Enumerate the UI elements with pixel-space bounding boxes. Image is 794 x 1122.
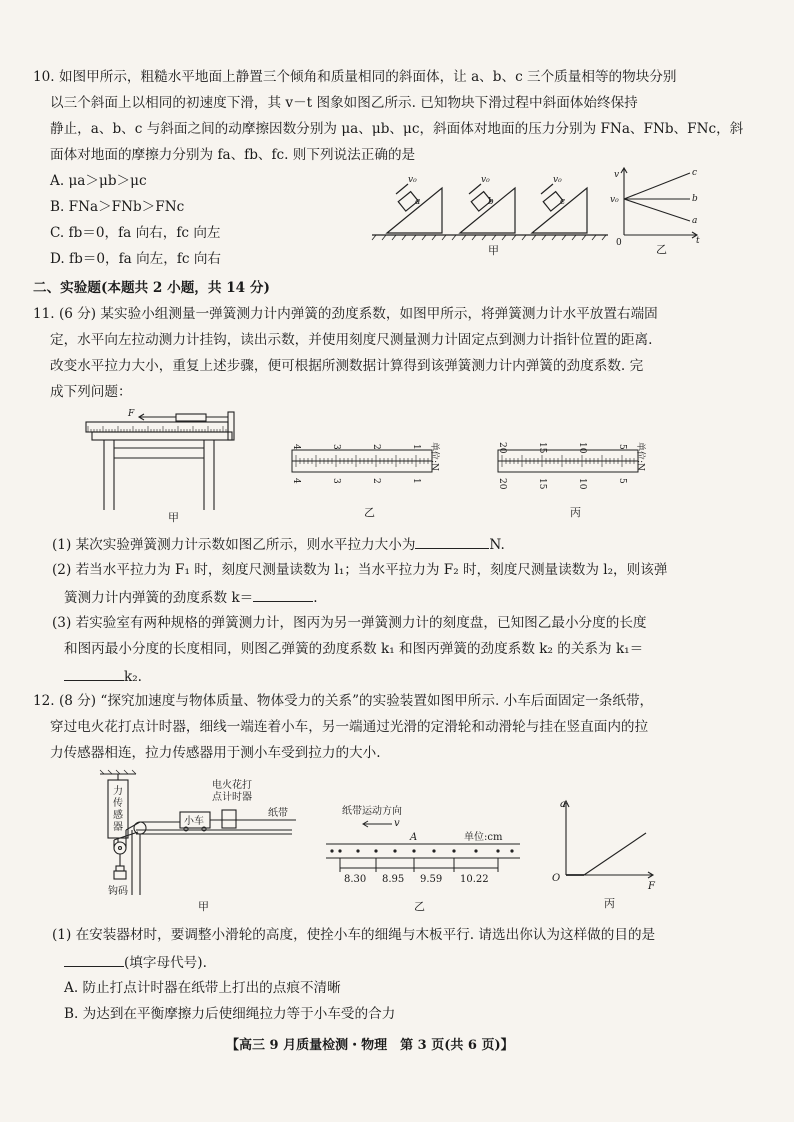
yi-bottom-tick-label: 3	[331, 478, 341, 484]
q10-line-2: 以三个斜面上以相同的初速度下滑，其 v－t 图象如图乙所示. 已知物块下滑过程中斜面体始终保持	[50, 95, 638, 111]
q12-figure-af-graph	[548, 795, 668, 915]
q11-part-2-line-1: (2) 若当水平拉力为 F₁ 时，刻度尺测量读数为 l₁；当水平拉力为 F₂ 时，刻度尺测量读数为 l₂，则该弹	[52, 562, 668, 578]
scale-yi-top-labels	[291, 444, 421, 450]
q10-option-b: B. FNa＞FNb＞FNc	[50, 199, 185, 215]
q11-figure-scale-yi	[292, 438, 442, 518]
q12-fig-bing-caption: 丙	[604, 897, 615, 910]
v0-label-b: v₀	[481, 175, 490, 185]
q11-part-2-line-2	[64, 587, 318, 607]
block-c-label: c	[560, 197, 566, 207]
yi-top-tick-label: 1	[411, 444, 421, 450]
bing-unit-label: 单位:N	[635, 442, 645, 471]
yi-top-tick-label: 3	[331, 444, 341, 450]
q11-line-3: 改变水平拉力大小，重复上述步骤，便可根据所测数据计算得到该弹簧测力计内弹簧的劲度系数. 完	[50, 358, 644, 374]
q10-fig-jia-caption: 甲	[488, 244, 499, 257]
a-axis-label: a	[560, 799, 566, 810]
tape-dot	[356, 849, 359, 852]
bing-top-tick-label: 15	[537, 442, 547, 454]
scale-bing-bottom-labels	[497, 478, 627, 490]
q10-line-4: 面体对地面的摩擦力分别为 fa、fb、fc. 则下列说法正确的是	[50, 147, 416, 163]
section-2-heading: 二、实验题(本题共 2 小题，共 14 分)	[33, 280, 270, 296]
yi-top-tick-label: 4	[291, 444, 301, 450]
block-a-label: a	[415, 197, 421, 207]
bing-bottom-tick-label: 5	[617, 478, 627, 484]
q10-fig-yi-caption: 乙	[656, 243, 667, 256]
q12-part-1-line-2	[64, 952, 207, 972]
q10-figure-vt-graph	[612, 165, 702, 255]
tape-dot	[452, 849, 455, 852]
timer-label-1: 电火花打	[212, 780, 252, 791]
q11-line-4: 成下列问题：	[50, 384, 132, 400]
q11-line-2: 定，水平向左拉动测力计挂钩，读出示数，并使用刻度尺测量测力计固定点到测力计指针位置的距离.	[50, 332, 653, 348]
q11-part-2-text: 簧测力计内弹簧的劲度系数 k＝	[64, 590, 254, 606]
segment-label: 9.59	[420, 874, 443, 885]
q11-part-3-line-2: 和图丙最小分度的长度相同，则图乙弹簧的劲度系数 k₁ 和图丙弹簧的劲度系数 k₂ 的关系为 k₁＝	[64, 641, 644, 657]
yi-top-tick-label: 2	[371, 444, 381, 450]
line-a	[624, 199, 690, 221]
q12-line-2: 穿过电火花打点计时器，细线一端连着小车，另一端通过光滑的定滑轮和动滑轮与挂在竖直面内的拉	[50, 719, 649, 735]
line-c	[624, 173, 690, 199]
tape-dot	[393, 849, 396, 852]
timer-label-2: 点计时器	[212, 792, 252, 803]
tape-dot	[412, 849, 415, 852]
block-b-label: b	[488, 197, 494, 207]
q11-part-3-end: k₂.	[124, 669, 143, 685]
q10-figure-incline	[372, 170, 612, 260]
segment-label: 10.22	[460, 874, 489, 885]
force-label: F	[128, 409, 135, 419]
segment-label: 8.95	[382, 874, 405, 885]
answer-blank[interactable]	[415, 534, 489, 549]
scale-bing-top-labels	[497, 442, 627, 454]
tape-label: 纸带	[268, 808, 288, 819]
sensor-char: 器	[113, 822, 123, 833]
answer-blank[interactable]	[64, 666, 124, 681]
yi-unit-label: 单位:N	[429, 442, 439, 471]
q12-line-3: 力传感器相连，拉力传感器用于测小车受到拉力的大小.	[50, 745, 381, 761]
q10-option-d: D. fb＝0，fa 向左，fc 向右	[50, 251, 222, 267]
scale-yi-bottom-labels	[291, 478, 421, 484]
q11-part-1-text: (1) 某次实验弹簧测力计示数如图乙所示，则水平拉力大小为	[52, 537, 416, 553]
tape-dot	[432, 849, 435, 852]
q10-option-c: C. fb＝0，fa 向右，fc 向左	[50, 225, 221, 241]
q12-part-1-hint: (填字母代号).	[124, 955, 207, 971]
q12-figure-apparatus	[96, 770, 306, 915]
bing-top-tick-label: 10	[577, 442, 587, 454]
segment-label: 8.30	[344, 874, 367, 885]
q12-figure-tape	[322, 802, 522, 912]
bing-bottom-tick-label: 15	[537, 478, 547, 490]
tape-dot	[496, 849, 499, 852]
tape-unit-label: 单位:cm	[464, 832, 503, 843]
q11-fig-yi-caption: 乙	[364, 506, 375, 519]
v0-label-a: v₀	[408, 175, 417, 185]
tape-velocity-label: v	[394, 818, 400, 829]
v0-label-c: v₀	[553, 175, 562, 185]
line-b-label: b	[692, 194, 698, 204]
bing-bottom-tick-label: 10	[577, 478, 587, 490]
car-label: 小车	[184, 816, 204, 827]
point-a-label: A	[410, 832, 418, 843]
q11-part-1-unit: N.	[489, 537, 505, 553]
bing-top-tick-label: 20	[497, 442, 507, 454]
q10-option-a: A. μa＞μb＞μc	[50, 173, 147, 189]
yi-bottom-tick-label: 4	[291, 478, 301, 484]
origin-label: O	[552, 873, 561, 884]
yi-bottom-tick-label: 2	[371, 478, 381, 484]
q12-option-a: A. 防止打点计时器在纸带上打出的点痕不清晰	[64, 980, 341, 996]
tape-dot	[510, 849, 513, 852]
sensor-char: 传	[113, 798, 123, 809]
yi-bottom-tick-label: 1	[411, 478, 421, 484]
tape-direction-label: 纸带运动方向	[342, 806, 402, 817]
sensor-char: 力	[113, 786, 123, 797]
q10-line-3: 静止，a、b、c 与斜面之间的动摩擦因数分别为 μa、μb、μc，斜面体对地面的压力分别为 FNa、FNb、FNc，斜	[50, 121, 744, 137]
origin-label: 0	[616, 238, 622, 248]
line-c-label: c	[692, 168, 698, 178]
answer-blank[interactable]	[64, 952, 124, 967]
q10-line-1: 10. 如图甲所示，粗糙水平地面上静置三个倾角和质量相同的斜面体，让 a、b、c 三个质量相等的物块分别	[33, 69, 677, 85]
tape-dot	[330, 849, 333, 852]
q11-figure-scale-bing	[498, 438, 648, 518]
q12-option-b: B. 为达到在平衡摩擦力后使细绳拉力等于小车受的合力	[64, 1006, 396, 1022]
q11-part-3-line-1: (3) 若实验室有两种规格的弹簧测力计，图丙为另一弹簧测力计的刻度盘，已知图乙最小分度的长度	[52, 615, 647, 631]
page-footer: 【高三 9 月质量检测・物理 第 3 页(共 6 页)】	[226, 1038, 514, 1053]
tape-dot	[374, 849, 377, 852]
line-a-label: a	[692, 216, 698, 226]
q12-fig-yi-caption: 乙	[414, 900, 425, 913]
q12-fig-jia-caption: 甲	[198, 900, 209, 913]
tape-dot	[474, 849, 477, 852]
q11-line-1: 11. (6 分) 某实验小组测量一弹簧测力计内弹簧的劲度系数，如图甲所示，将弹簧测力计水平放置右端固	[33, 306, 658, 322]
sensor-label	[113, 784, 123, 833]
q12-line-1: 12. (8 分) “探究加速度与物体质量、物体受力的关系”的实验装置如图甲所示. 小车后面固定一条纸带，	[33, 693, 654, 709]
weight-label: 钩码	[108, 886, 128, 897]
sensor-char: 感	[113, 810, 123, 821]
answer-blank[interactable]	[253, 587, 313, 602]
q11-part-2-end: .	[313, 590, 318, 606]
q11-part-3-line-3	[64, 666, 142, 686]
bing-top-tick-label: 5	[617, 444, 627, 450]
v0-axis-label: v₀	[610, 195, 619, 205]
f-axis-label: F	[648, 881, 655, 892]
q11-fig-bing-caption: 丙	[570, 506, 581, 519]
bing-bottom-tick-label: 20	[497, 478, 507, 490]
v-axis-label: v	[614, 170, 620, 180]
q11-figure-table	[84, 408, 244, 524]
q11-part-1	[52, 534, 505, 554]
q11-fig-jia-caption: 甲	[168, 511, 179, 524]
t-axis-label: t	[696, 236, 700, 246]
q12-part-1-line-1: (1) 在安装器材时，要调整小滑轮的高度，使拴小车的细绳与木板平行. 请选出你认为这样做的目的是	[52, 927, 656, 943]
tape-dot	[338, 849, 341, 852]
